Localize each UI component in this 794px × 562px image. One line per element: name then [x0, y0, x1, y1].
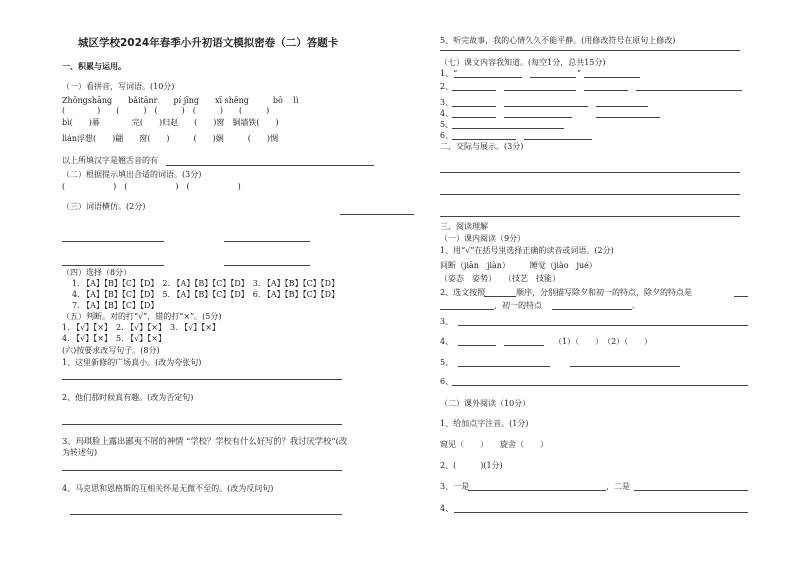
answer-line[interactable] [452, 139, 516, 140]
rewrite-question-3-line-1: 3、玛琪脸上露出鄙夷不屑的神情 “学校？学校有什么好写的？我讨厌学校”(改 [62, 436, 348, 446]
answer-line[interactable] [504, 117, 572, 118]
part-1-heading: （一）看拼音，写词语。(10分) [62, 82, 175, 91]
reading-question-3: 3、 [440, 317, 454, 326]
answer-line[interactable] [596, 117, 660, 118]
answer-line[interactable] [504, 345, 544, 346]
answer-line[interactable] [570, 366, 680, 367]
section-heading-2: 二、交际与展示。(3分) [440, 142, 524, 151]
answer-line[interactable] [440, 172, 740, 173]
answer-line[interactable] [62, 470, 342, 471]
answer-line[interactable] [552, 309, 632, 310]
answer-line[interactable] [584, 77, 640, 78]
choice-row-3[interactable]: 7. 【A】【B】【C】【D】 [72, 301, 159, 310]
reading-question-2a: 2、选文按照 [440, 288, 486, 297]
answer-line[interactable] [62, 424, 342, 425]
extra-question-3b: ，二是 [606, 482, 630, 491]
rewrite-question-3-line-2: 为转述句) [62, 448, 98, 457]
question-5: 5、听完故事，我的心情久久不能平静。(用修改符号在原句上修改) [440, 36, 676, 45]
choice-row-1[interactable]: 1. 【A】【B】【C】【D】 2. 【A】【B】【C】【D】 3. 【A】【B】【C】【D】 [72, 279, 340, 288]
reading-question-1: 1、用“√”在括号里选择正确的读音或词语。(2分) [440, 246, 614, 255]
part-4-heading: （四）选择（8分） [62, 268, 132, 277]
answer-line[interactable] [62, 265, 164, 266]
fill-row-6-label: 6、 [440, 131, 454, 140]
answer-line[interactable] [440, 309, 494, 310]
answer-line[interactable] [166, 165, 374, 166]
fill-row-4-label: 4、 [440, 109, 454, 118]
answer-line[interactable] [452, 117, 496, 118]
answer-line[interactable] [340, 214, 414, 215]
answer-line[interactable] [530, 77, 576, 78]
reading-question-2c: ，初一的特点 [494, 301, 542, 310]
reading-question-1-row-1[interactable]: 间断（jiān jiàn） 睡觉（jiào jué） [440, 261, 597, 270]
rewrite-question-2: 2、他们那时候真有趣。(改为否定句) [62, 393, 194, 402]
answer-line[interactable] [454, 512, 748, 513]
part-3-heading: （三）词语横仿。(2分) [62, 202, 146, 211]
answer-line[interactable] [440, 194, 740, 195]
section-heading-1: 一、积累与运用。 [62, 62, 126, 71]
reading-question-4: 4、 [440, 337, 454, 346]
quote-close: ” [577, 69, 582, 78]
subsection-2: （二）课外阅读（10分） [440, 399, 531, 408]
answer-line[interactable] [452, 106, 496, 107]
answer-line[interactable] [504, 106, 588, 107]
answer-line[interactable] [634, 490, 748, 491]
answer-line[interactable] [596, 106, 648, 107]
answer-line[interactable] [454, 77, 522, 78]
judge-row-2[interactable]: 4. 【√】【×】 5. 【√】【×】 [62, 334, 166, 343]
reading-question-2d: 。 [632, 301, 640, 310]
reading-question-1-row-2[interactable]: （姿态 姿势） （技艺 技能） [440, 274, 560, 283]
choice-row-2[interactable]: 4. 【A】【B】【C】【D】 5. 【A】【B】【C】【D】 6. 【A】【B】【C】【D】 [72, 290, 340, 299]
answer-line[interactable] [458, 366, 550, 367]
part-2-heading: （二）根据提示填出合适的词语。(3分) [62, 170, 202, 179]
extra-question-2[interactable]: 2、( )(1分) [440, 461, 503, 470]
subsection-1: （一）课内阅读（9分） [440, 234, 526, 243]
rewrite-question-4: 4、马克思和恩格斯的互相关怀是无微不至的。(改为反问句) [62, 484, 274, 493]
answer-line[interactable] [440, 216, 740, 217]
answer-line[interactable] [458, 325, 748, 326]
answer-line[interactable] [70, 514, 342, 515]
reading-question-5: 5、 [440, 358, 454, 367]
answer-line[interactable] [440, 50, 740, 51]
pinyin-row-1: Zhōngshāng bǎitānr pí jīng xī shēng bō lì [62, 96, 299, 105]
bracket-row-2: ( ) ( ) ( ) [62, 182, 241, 191]
answer-line[interactable] [734, 296, 748, 297]
answer-line[interactable] [636, 90, 742, 91]
extra-question-1: 1、给加点字注音。(1分) [440, 419, 529, 428]
part-6-heading: (六)按要求改写句子。(8分) [62, 346, 160, 355]
extra-question-3a: 3、一是 [440, 482, 470, 491]
answer-line[interactable] [484, 296, 516, 297]
reading-question-4-brackets[interactable]: （1）（ ） （2）（ ） [554, 337, 653, 346]
answer-line[interactable] [458, 345, 496, 346]
answer-line[interactable] [504, 90, 576, 91]
reading-question-6: 6、 [440, 377, 454, 386]
part-7-heading: （七）课文内容我知道。(每空1分，总共15分) [440, 58, 606, 67]
fill-row-3-label: 3、 [440, 98, 454, 107]
answer-line[interactable] [224, 241, 310, 242]
answer-line[interactable] [452, 385, 748, 386]
answer-line[interactable] [468, 490, 606, 491]
answer-line[interactable] [452, 90, 496, 91]
rewrite-question-1: 1、这里新修的广场真小。(改为夸张句) [62, 358, 202, 367]
fill-row-2-label: 2、 [440, 82, 454, 91]
fill-row-5-label: 5、 [440, 120, 454, 129]
answer-line[interactable] [224, 265, 310, 266]
reading-question-2b: 顺序，分别描写除夕和初一的特点，除夕的特点是 [516, 288, 692, 297]
pinyin-row-2: bì( )幕 完( )归赵 ( )窗 铜墙铁( ) [62, 118, 279, 127]
fill-row-1-label: 1、“ [440, 69, 458, 78]
extra-question-4: 4、 [440, 504, 454, 513]
answer-line[interactable] [524, 139, 592, 140]
part-5-heading: （五）判断。对的打“√”，错的打“×”。(5分) [62, 312, 222, 321]
answer-line[interactable] [584, 90, 628, 91]
extra-question-1-row[interactable]: 窥见（ ） 旋舍（ ） [440, 440, 548, 449]
pinyin-row-3: lián浮想( )翩 窗( ) ( )娴 ( )惆 [62, 134, 279, 143]
answer-line[interactable] [62, 379, 342, 380]
bracket-row-1: ( ) ( ) ( ) ( ) ( ) [62, 106, 270, 115]
section-heading-3: 三、阅读理解 [440, 222, 488, 231]
judge-row-1[interactable]: 1. 【√】【×】 2. 【√】【×】 3. 【√】【×】 [62, 323, 220, 332]
page-title: 城区学校2024年春季小升初语文模拟密卷（二）答题卡 [78, 37, 339, 49]
answer-line[interactable] [62, 241, 164, 242]
answer-line[interactable] [452, 128, 564, 129]
wrong-char-line: 以上所填汉字是翘舌音的有 [62, 156, 158, 165]
